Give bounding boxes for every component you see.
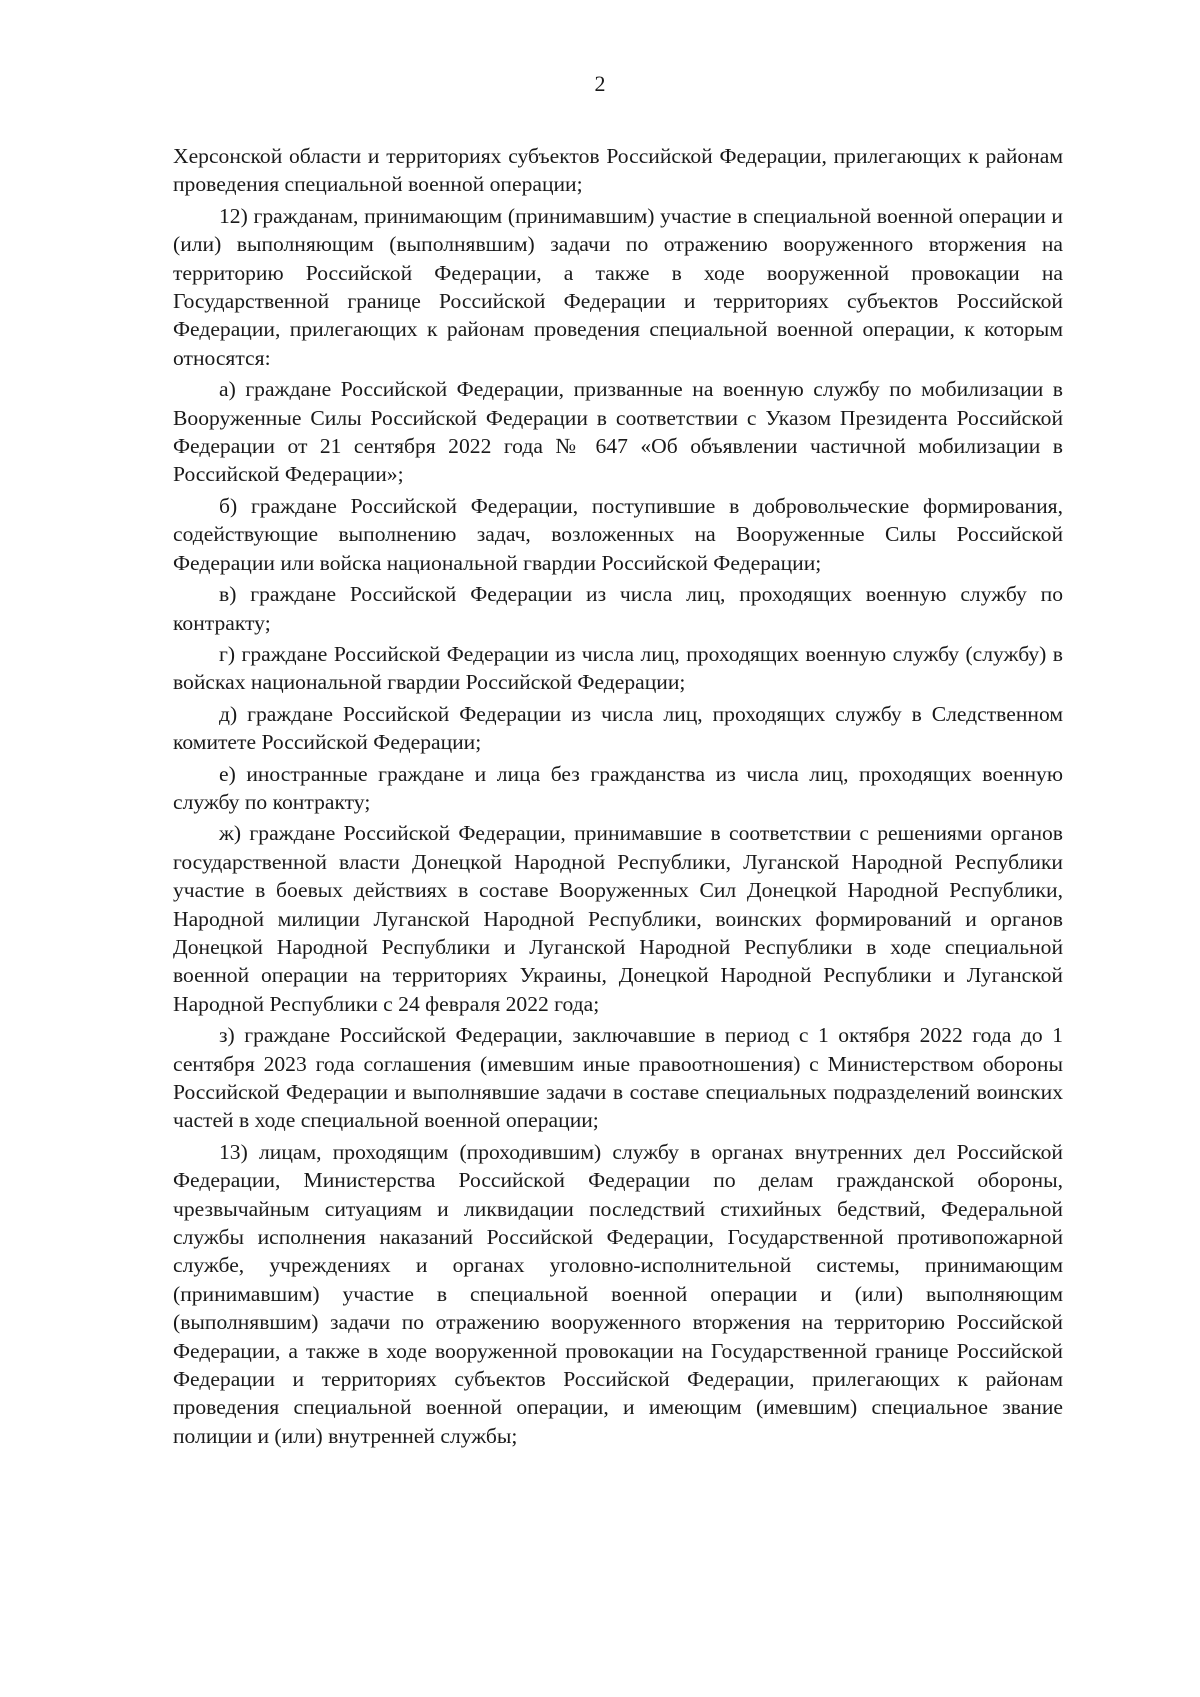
paragraph: ж) граждане Российской Федерации, принимавшие в соответствии с решениями органов государственной власти Донецкой Народной Республики, Луганской Народной Республики участие в боевых действиях в составе Вооруженных Сил Донецкой Народной Республики, Народной милиции Луганской Народной Республики, воинских формирований и органов Донецкой Народной Республики и Луганской Народной Республики в ходе специальной военной операции на территориях Украины, Донецкой Народной Республики и Луганской Народной Республики с 24 февраля 2022 года; — [173, 821, 1063, 1016]
paragraph: з) граждане Российской Федерации, заключавшие в период с 1 октября 2022 года до 1 сентября 2023 года соглашения (имевшим иные правоотношения) с Министерством обороны Российской Федерации и выполнявшие задачи в составе специальных подразделений воинских частей в ходе специальной военной операции; — [173, 1023, 1063, 1133]
paragraph: 12) гражданам, принимающим (принимавшим) участие в специальной военной операции и (или) выполняющим (выполнявшим) задачи по отражению вооруженного вторжения на территорию Российской Федерации, а также в ходе вооруженной провокации на Государственной границе Российской Федерации и территориях субъектов Российской Федерации, прилегающих к районам проведения специальной военной операции, к которым относятся: — [173, 203, 1063, 370]
paragraph: д) граждане Российской Федерации из числа лиц, проходящих службу в Следственном комитете Российской Федерации; — [173, 701, 1063, 755]
page-number: 2 — [594, 71, 606, 96]
paragraph: в) граждане Российской Федерации из числа лиц, проходящих военную службу по контракту; — [173, 582, 1063, 635]
paragraph: е) иностранные граждане и лица без гражданства из числа лиц, проходящих военную службу по контракту; — [173, 761, 1063, 814]
paragraph: а) граждане Российской Федерации, призванные на военную службу по мобилизации в Вооруженные Силы Российской Федерации в соответствии с Указом Президента Российской Федерации от 21 сентября 2022 года № 647 «Об объявлении частичной мобилизации в Российской Федерации»; — [173, 377, 1063, 487]
paragraph: Херсонской области и территориях субъектов Российской Федерации, прилегающих к районам проведения специальной военной операции; — [173, 144, 1063, 197]
paragraph: 13) лицам, проходящим (проходившим) службу в органах внутренних дел Российской Федерации, Министерства Российской Федерации по делам гражданской обороны, чрезвычайным ситуациям и ликвидации последствий стихийных бедствий, Федеральной службы исполнения наказаний Российской Федерации, Государственной противопожарной службе, учреждениях и органах уголовно-исполнительной системы, принимающим (принимавшим) участие в специальной военной операции и (или) выполняющим (выполнявшим) задачи по отражению вооруженного вторжения на территорию Российской Федерации, а также в ходе вооруженной провокации на Государственной границе Российской Федерации и территориях субъектов Российской Федерации, прилегающих к районам проведения специальной военной операции, и имеющим (имевшим) специальное звание полиции и (или) внутренней службы; — [173, 1139, 1063, 1448]
paragraph: б) граждане Российской Федерации, поступившие в добровольческие формирования, содействующие выполнению задач, возложенных на Вооруженные Силы Российской Федерации или войска национальной гвардии Российской Федерации; — [173, 493, 1063, 575]
paragraph: г) граждане Российской Федерации из числа лиц, проходящих военную службу (службу) в войсках национальной гвардии Российской Федерации; — [173, 641, 1063, 695]
document-body — [173, 142, 1063, 1453]
